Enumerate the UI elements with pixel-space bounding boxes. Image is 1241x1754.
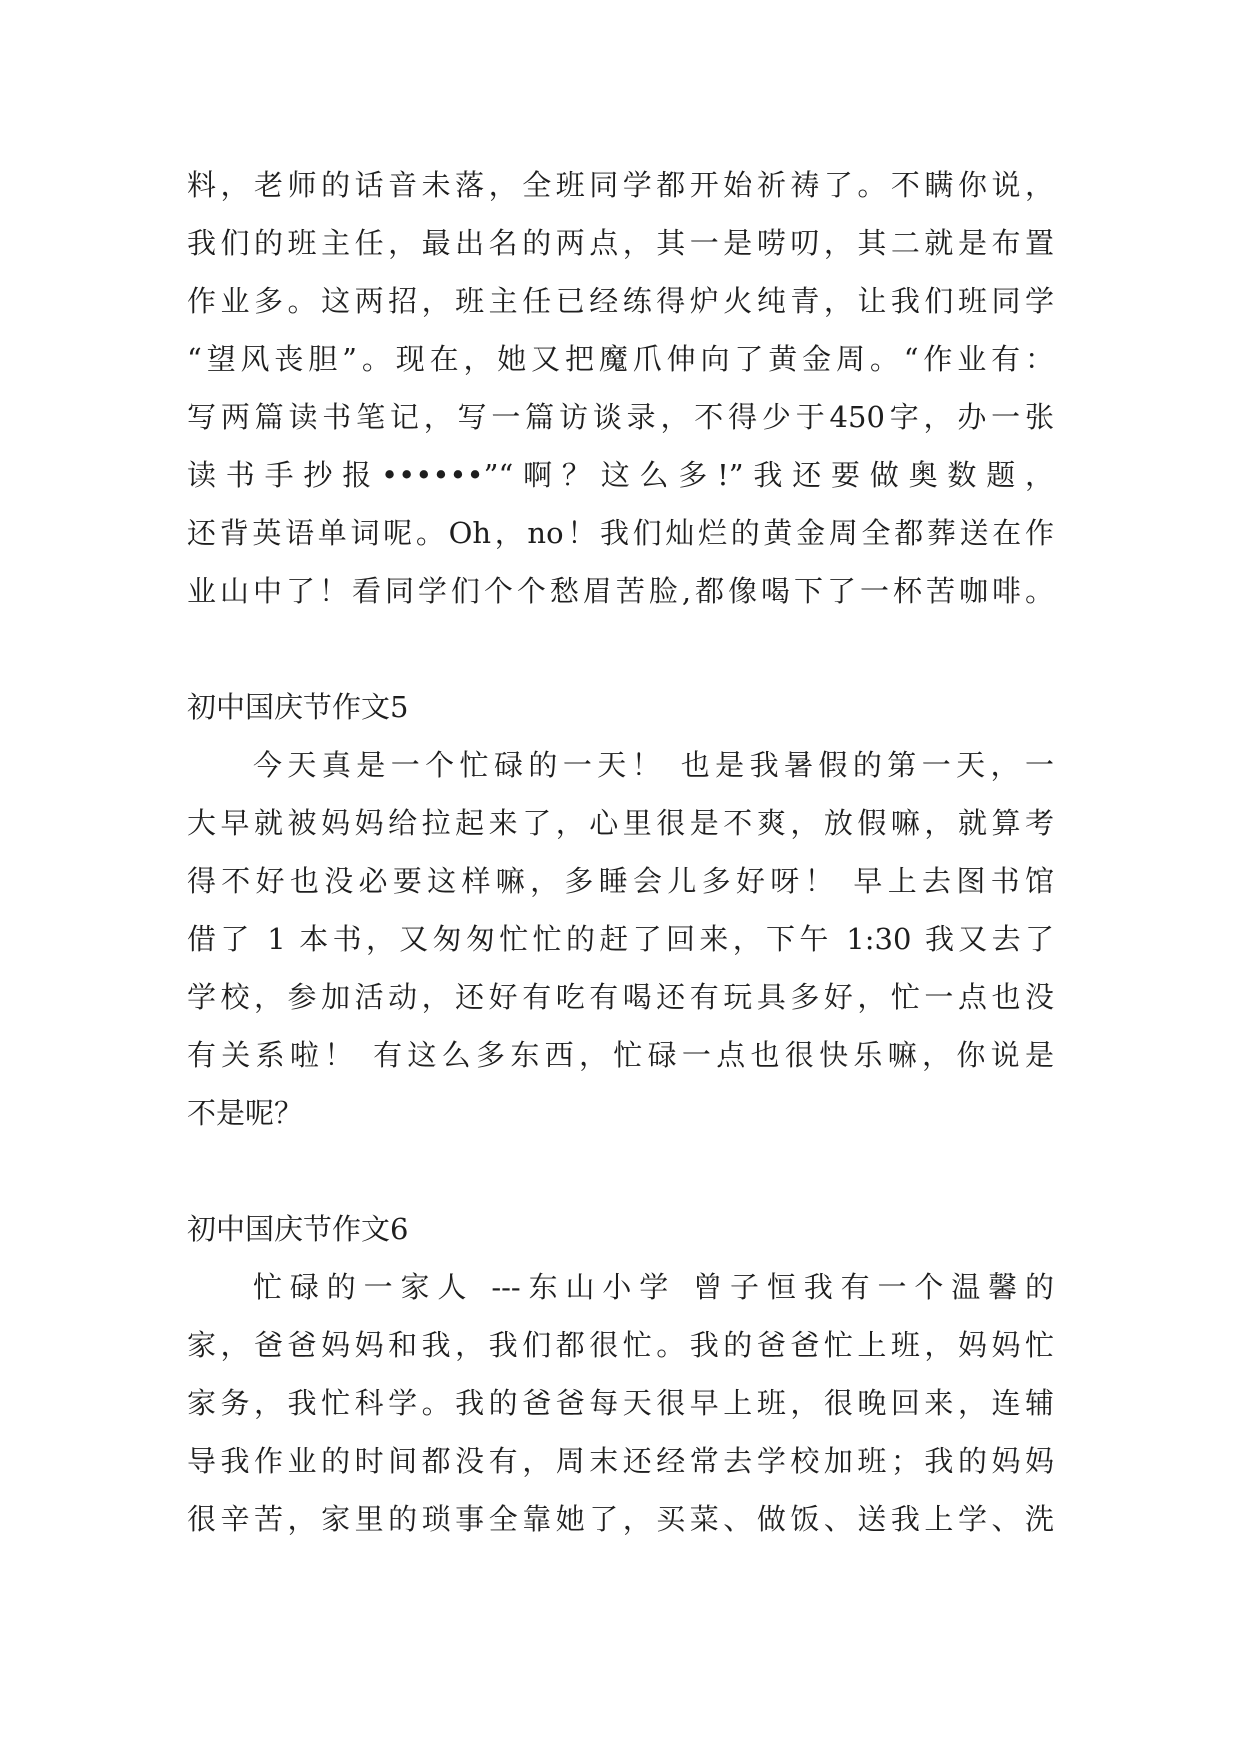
text-line: 业山中了！看同学们个个愁眉苦脸,都像喝下了一杯苦咖啡。 <box>187 574 1054 608</box>
text-line: 借了 1 本书，又匆匆忙忙的赶了回来，下午 1:30 我又去了 <box>187 922 1054 956</box>
text-line: 家，爸爸妈妈和我，我们都很忙。我的爸爸忙上班，妈妈忙 <box>187 1328 1054 1362</box>
text-line: 写两篇读书笔记，写一篇访谈录，不得少于450字，办一张 <box>187 400 1054 434</box>
text-line: 读书手抄报••••••”“啊？这么多!”我还要做奥数题， <box>187 458 1054 492</box>
text-line: 家务，我忙科学。我的爸爸每天很早上班，很晚回来，连辅 <box>187 1386 1054 1420</box>
text-line: 不是呢？ <box>187 1096 304 1130</box>
text-line: 学校，参加活动，还好有吃有喝还有玩具多好，忙一点也没 <box>187 980 1054 1014</box>
essay-section-6 <box>187 1200 1054 1548</box>
document-body <box>187 156 1054 1548</box>
text-line: 作业多。这两招，班主任已经练得炉火纯青，让我们班同学 <box>187 284 1054 318</box>
section-paragraph <box>187 1258 1054 1548</box>
text-line: 还背英语单词呢。Oh，no！我们灿烂的黄金周全都葬送在作 <box>187 516 1054 550</box>
section-heading: 初中国庆节作文6 <box>187 1212 409 1246</box>
text-line: 导我作业的时间都没有，周末还经常去学校加班；我的妈妈 <box>187 1444 1054 1478</box>
text-line: 我们的班主任，最出名的两点，其一是唠叨，其二就是布置 <box>187 226 1054 260</box>
continued-paragraph <box>187 156 1054 620</box>
text-line: 今天真是一个忙碌的一天！ 也是我暑假的第一天，一 <box>253 748 1054 782</box>
section-heading: 初中国庆节作文5 <box>187 690 409 724</box>
text-line: 料，老师的话音未落，全班同学都开始祈祷了。不瞒你说， <box>187 168 1054 202</box>
text-line: 忙碌的一家人 ---东山小学 曾子恒我有一个温馨的 <box>253 1270 1054 1304</box>
text-line: 得不好也没必要这样嘛，多睡会儿多好呀！ 早上去图书馆 <box>187 864 1054 898</box>
text-line: 很辛苦，家里的琐事全靠她了，买菜、做饭、送我上学、洗 <box>187 1502 1054 1536</box>
text-line: “望风丧胆”。现在，她又把魔爪伸向了黄金周。“作业有： <box>187 342 1054 376</box>
section-paragraph <box>187 736 1054 1142</box>
essay-section-5 <box>187 678 1054 1142</box>
text-line: 有关系啦！ 有这么多东西，忙碌一点也很快乐嘛，你说是 <box>187 1038 1054 1072</box>
text-line: 大早就被妈妈给拉起来了，心里很是不爽，放假嘛，就算考 <box>187 806 1054 840</box>
